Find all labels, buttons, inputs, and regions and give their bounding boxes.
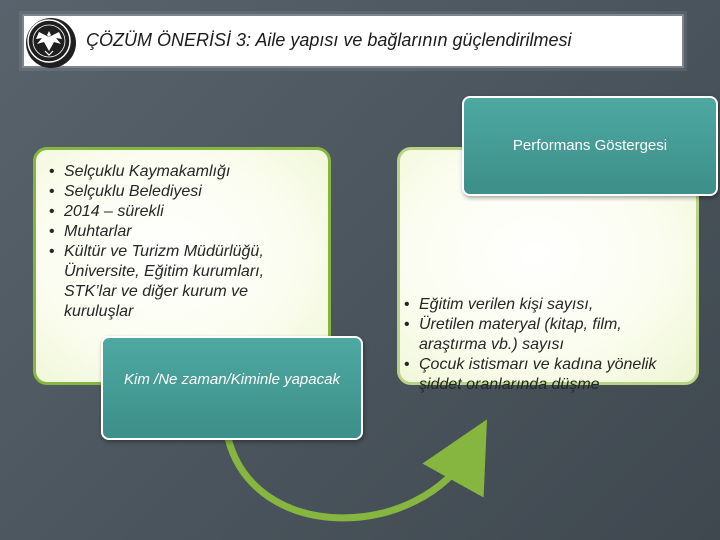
list-item: • 2014 – sürekli <box>49 203 164 220</box>
page-title: ÇÖZÜM ÖNERİSİ 3: Aile yapısı ve bağlarının güçlendirilmesi <box>86 30 572 50</box>
who-when-label: Kim /Ne zaman/Kiminle yapacak <box>124 371 340 388</box>
performance-indicator-label: Performans Göstergesi <box>512 137 668 154</box>
list-item: • Çocuk istismarı ve kadına yönelik şiddet oranlarında düşme <box>404 356 657 393</box>
performance-indicator-box <box>462 96 718 196</box>
who-when-box <box>101 336 363 440</box>
list-item: • Muhtarlar <box>49 223 132 240</box>
list-item: • Kültür ve Turizm Müdürlüğü, Üniversite, Eğitim kurumları, STK’lar ve diğer kurum ve kuruluşlar <box>49 243 265 320</box>
list-item: • Selçuklu Kaymakamlığı <box>49 163 231 180</box>
responsible-list <box>49 162 309 322</box>
list-item: • Eğitim verilen kişi sayısı, <box>404 296 594 313</box>
list-item: • Selçuklu Belediyesi <box>49 183 202 200</box>
list-item: • Üretilen materyal (kitap, film, araştırma vb.) sayısı <box>404 316 622 353</box>
indicators-list <box>404 295 674 395</box>
